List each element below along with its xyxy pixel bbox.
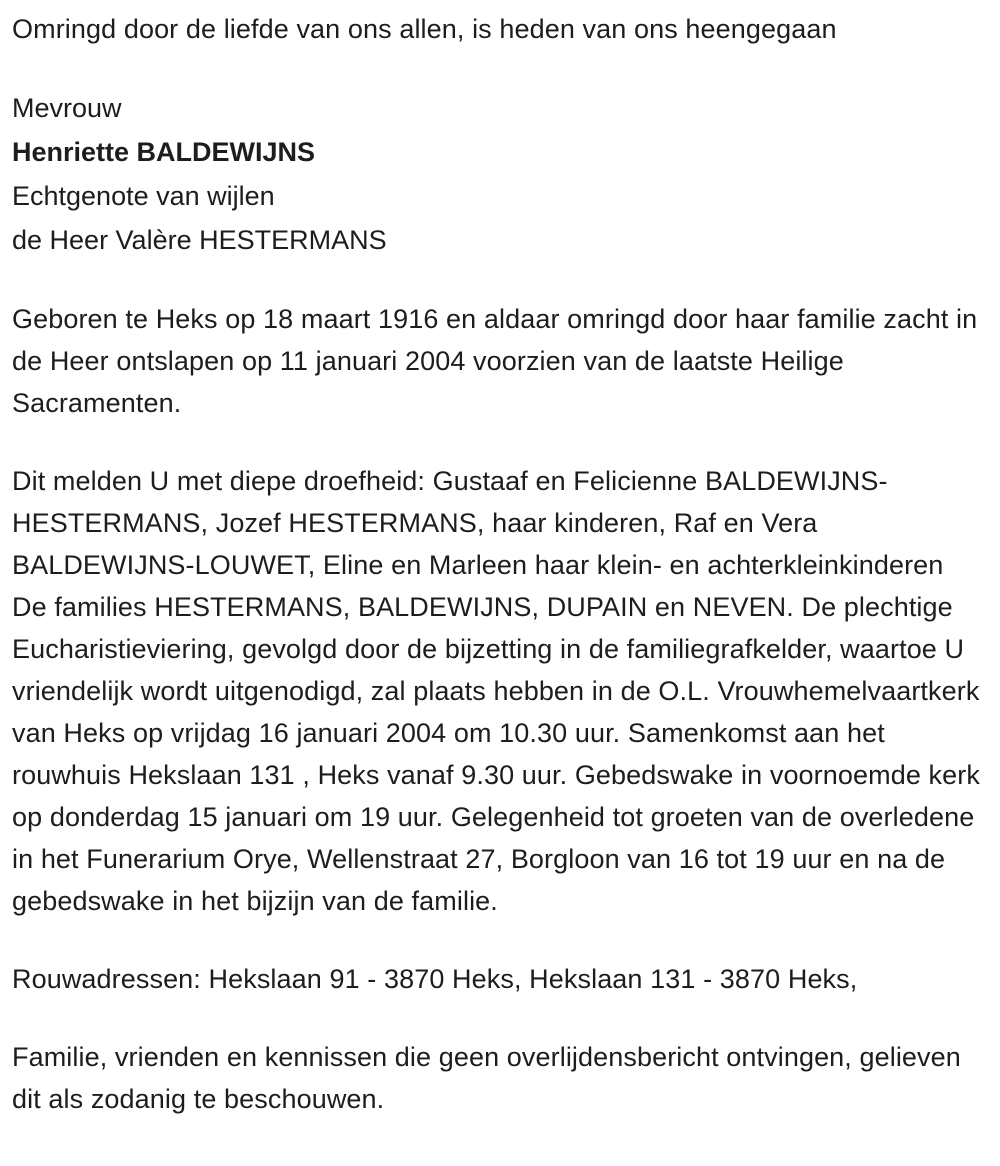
relation-line-2: de Heer Valère HESTERMANS [12,225,387,255]
announcement-paragraph: Dit melden U met diepe droefheid: Gustaaf en Felicienne BALDEWIJNS-HESTERMANS, Jozef HESTERMANS, haar kinderen, Raf en Vera BALDEWIJNS-LOUWET, Eline en Marleen haar klein- en achterkleinkinderen De families HESTERMANS, BALDEWIJNS, DUPAIN en NEVEN. De plechtige Eucharistieviering, gevolgd door de bijzetting in de familiegrafkelder, waartoe U vriendelijk wordt uitgenodigd, zal plaats hebben in de O.L. Vrouwhemelvaartkerk van Heks op vrijdag 16 januari 2004 om 10.30 uur. Samenkomst aan het rouwhuis Hekslaan 131 , Heks vanaf 9.30 uur. Gebedswake in voornoemde kerk op donderdag 15 januari om 19 uur. Gelegenheid tot groeten van de overledene in het Funerarium Orye, Wellenstraat 27, Borgloon van 16 tot 19 uur en na de gebedswake in het bijzijn van de familie. [12,466,980,916]
mourning-addresses: Rouwadressen: Hekslaan 91 - 3870 Heks, Hekslaan 131 - 3870 Heks, [12,964,858,994]
relation-line-1: Echtgenote van wijlen [12,181,275,211]
birth-death-paragraph: Geboren te Heks op 18 maart 1916 en aldaar omringd door haar familie zacht in de Heer ontslapen op 11 januari 2004 voorzien van de laatste Heilige Sacramenten. [12,304,978,418]
salutation: Mevrouw [12,93,122,123]
closing-paragraph: Familie, vrienden en kennissen die geen overlijdensbericht ontvingen, gelieven dit als zodanig te beschouwen. [12,1042,961,1114]
deceased-name: Henriette BALDEWIJNS [12,137,316,167]
deceased-name-block [12,86,982,262]
obituary-intro: Omringd door de liefde van ons allen, is heden van ons heengegaan [12,14,837,44]
